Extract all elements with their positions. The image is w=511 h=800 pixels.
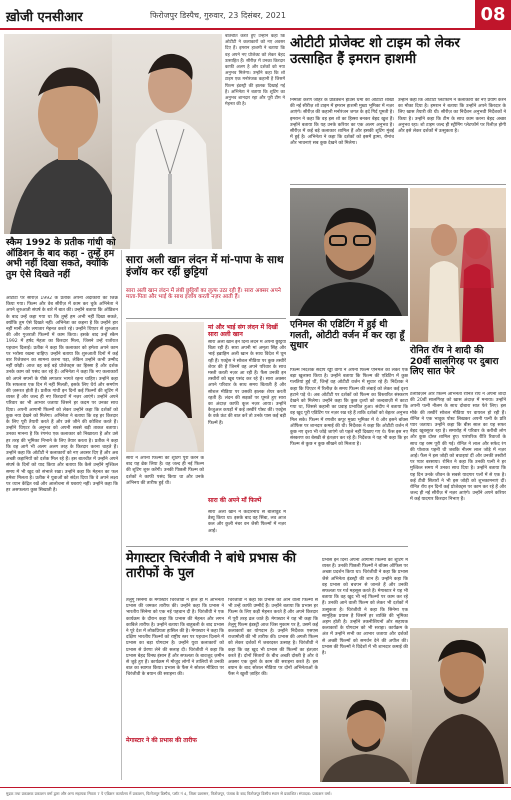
ronit-roy-wedding-photo [410, 188, 506, 342]
ronit-body: टेलीविज़न और फिल्म अभिनेता रोनित रॉय ने अपनी शादी की 20वीं सालगिरह को खास अंदाज़ में मनाया। उन्होंने अपनी पत्नी नीलम के साथ दोबारा सात फेरे लिए। इस मौके की तस्वीरें सोशल मीडिया पर वायरल हो रही हैं। रोनित ने एक भावुक पोस्ट लिखकर अपनी पत्नी के प्रति प्यार जताया। उन्होंने कहा कि बीस साल का यह सफर बेहद खूबसूरत रहा है। समारोह में परिवार के करीबी लोग और कुछ दोस्त शामिल हुए। पारंपरिक रीति रिवाजों के साथ यह रस्म पूरी की गई। रोनित ने लाल और सफेद रंग की पोशाक पहनी थी जबकि नीलम लाल जोड़े में नज़र आईं। फैंस ने इस जोड़ी को बधाइयां दीं और उनकी तस्वीरों पर प्यार बरसाया। रोनित ने कहा कि उनकी पत्नी ने हर मुश्किल समय में उनका साथ दिया है। उन्होंने बताया कि यह दिन उनके जीवन के सबसे यादगार पलों में से एक है। कई टीवी सितारों ने भी इस जोड़ी को शुभकामनाएं दीं। रोनित रॉय इन दिनों कई प्रोजेक्ट्स पर काम कर रहे हैं और जल्द ही नई सीरीज़ में नज़र आएंगे। उन्होंने अपने करियर में कई यादगार किरदार निभाए हैं। [410, 392, 506, 503]
ott-body-2: उन्होंने कहा कि ओटीटी प्लेटफॉर्म ने कलाकारों को नए प्रयोग करने का मौका दिया है। इमरान ने बताया कि उन्होंने अपने किरदार के लिए खास तैयारी की थी। सीरीज़ का निर्देशन अनुभवी निर्देशकों ने किया है। उन्होंने कहा कि टीम के साथ काम करना बेहद अच्छा अनुभव रहा। शो टाइम जल्द ही स्ट्रीमिंग प्लेटफॉर्म पर रिलीज़ होगी और इसे लेकर दर्शकों में उत्सुकता है। [398, 98, 506, 135]
chiranjeevi-prabhas-photo [410, 628, 508, 784]
section-divider [290, 184, 506, 185]
ott-headline: ओटीटी प्रोजेक्ट शो टाइम को लेकर उत्साहित हैं इमरान हाशमी [290, 35, 460, 67]
sara-subhead: मां और भाई संग लंदन में दिखीं सारा अली खान [208, 324, 278, 339]
sara-subhead-2: सारा की अपने माँ फिल्में [208, 497, 262, 504]
column-divider [121, 250, 122, 780]
pratik-gandhi-photo [4, 34, 122, 234]
animal-headline: एनिमल की एडिटिंग में हुई थी गलती, ओटीटी वर्जन में कर रहा हूँ सुधार [290, 319, 405, 352]
ronit-photo-illustration [410, 188, 506, 342]
sara-photo-illustration [126, 322, 204, 452]
chiranjeevi-headline: मेगास्टार चिरंजीवी ने बांधे प्रभास की तारीफों के पुल [126, 551, 296, 581]
page-number: 08 [475, 0, 511, 30]
sara-body-2: सारा ने अपनी फिल्मों की शूटिंग पूरी करने के बाद यह ब्रेक लिया है। वह जल्द ही नई फिल्म की शूटिंग शुरू करेंगी। उनकी पिछली फिल्म को दर्शकों ने काफी पसंद किया था और उनके अभिनय की तारीफ हुई थी। [126, 456, 204, 486]
prabhas-photo-illustration [320, 690, 412, 782]
page-header [0, 0, 511, 30]
page-footer-imprint: मुद्रक तथा प्रकाशक प्रकाशन वर्मा द्वारा और अन्य सहायक मित्रता 7 पे एडिशन कार्यालय में प्रकाशन, फिरोजपुर डिस्पैच, प्लॉट नं 4, जिला प्रशासन, फिरोजपुर, पंजाब के बाद फिरोजपुर डिस्पैच स्थान से प्रकाशित। संपादक: प्रकाशन वर्मा। [0, 787, 511, 800]
ott-body-1: निर्माता करण जौहर के प्रोडक्शन हाउस धर्मा की ओटीटी शाखा की नई सीरीज़ शो टाइम में इमरान हाशमी मुख्य भूमिका में नज़र आएंगे। सीरीज़ की कहानी मनोरंजन जगत के इर्द गिर्द घूमती है। इमरान ने कहा कि वह इस शो का हिस्सा बनकर बेहद खुश हैं। उन्होंने बताया कि यह उनके करियर का एक अलग अनुभव है। सीरीज़ में कई बड़े कलाकार शामिल हैं और इसकी शूटिंग मुंबई में हुई है। अभिनेता ने कहा कि दर्शकों को इसमें ड्रामा, रोमांच और भावनाएं सब कुछ देखने को मिलेगा। [290, 98, 394, 147]
chiranjeevi-subhead: मेगास्टार ने की प्रभास की तारीफ [126, 738, 224, 745]
sandeep-vanga-photo [290, 188, 408, 316]
sara-headline: सारा अली खान लंदन में मां-पापा के साथ इंजॉय कर रहीं छुट्टियां [126, 254, 284, 279]
emraan-intro-body: बातचीत करते हुए उन्होंने कहा कि ओटीटी ने कलाकारों को नए अवसर दिए हैं। इमरान हाशमी ने बताया कि वह अपने नए प्रोजेक्ट को लेकर बेहद उत्साहित हैं। सीरीज़ में उनका किरदार काफी अलग है और दर्शकों को नया अनुभव मिलेगा। उन्होंने कहा कि शो टाइम एक मनोरंजक कहानी है जिसमें फिल्म इंडस्ट्री की झलक दिखाई गई है। अभिनेता ने बताया कि शूटिंग का अनुभव शानदार रहा और पूरी टीम ने मेहनत की है। [225, 34, 285, 108]
sara-ali-khan-photo [126, 322, 204, 452]
chiranjeevi-body-1: तेलुगु सिनेमा के मेगास्टार चिरंजीवी ने हाल ही में अभिनेता प्रभास की जमकर तारीफ की। उन्होंने कहा कि प्रभास ने भारतीय सिनेमा को एक नई पहचान दी है। चिरंजीवी ने एक कार्यक्रम के दौरान कहा कि प्रभास की मेहनत और लगन काबिले तारीफ है। उन्होंने बताया कि बाहुबली के बाद प्रभास ने पूरे देश में लोकप्रियता हासिल की है। मेगास्टार ने कहा कि दक्षिण भारतीय फिल्मों को राष्ट्रीय स्तर पर पहचान दिलाने में प्रभास का बड़ा योगदान है। उन्होंने युवा कलाकारों को प्रभास से प्रेरणा लेने की सलाह दी। चिरंजीवी ने कहा कि प्रभास बेहद विनम्र इंसान हैं और सफलता के बावजूद ज़मीन से जुड़े हुए हैं। कार्यक्रम में मौजूद लोगों ने तालियों से उनकी बात का स्वागत किया। प्रभास के फैंस ने सोशल मीडिया पर चिरंजीवी के बयान की सराहना की। [126, 598, 224, 678]
pratik-headline: स्कैम 1992 के प्रतीक गांधी को ऑडिशन के बाद कहा - तुम्हें हम अभी नहीं दिखा सकते, क्योंकि तुम ऐसे दिखते नहीं [6, 237, 116, 280]
pratik-photo-illustration [4, 34, 122, 234]
section-title: ख़ोजी एनसीआर [6, 10, 83, 25]
sara-body-1: सारा अली खान इन दिनों लंदन में अपनी छुट्टियां बिता रही हैं। सारा अपनी मां अमृता सिंह और भाई इब्राहिम अली खान के साथ विदेश में घूम रही हैं। एक्ट्रेस ने सोशल मीडिया पर कुछ तस्वीरें शेयर की हैं जिनमें वह अपने परिवार के साथ मस्ती करती नज़र आ रही हैं। फैंस उनकी इन तस्वीरों को खूब पसंद कर रहे हैं। सारा अक्सर अपने परिवार के साथ समय बिताती हैं और सोशल मीडिया पर उसकी झलक शेयर करती रहती हैं। लंदन की सड़कों पर घूमते हुए सारा का अंदाज़ काफी कूल नज़र आया। उन्होंने कैजुअल कपड़ों में कई तस्वीरें पोस्ट कीं। एक्ट्रेस के वर्क फ्रंट की बात करें तो उनके पास कई बड़ी फिल्में हैं। [208, 340, 286, 426]
ronit-headline: रोनित रॉय ने शादी की 20वीं सालगिरह पर दुबारा लिए सात फेरे [410, 345, 499, 378]
chiranjeevi-body-3: प्रभास इन दिनों अपनी आगामी फिल्मों की शूटिंग में व्यस्त हैं। उनकी पिछली फिल्मों ने बॉक्स ऑफिस पर अच्छा प्रदर्शन किया था। चिरंजीवी ने कहा कि प्रभास जैसे अभिनेता इंडस्ट्री की शान हैं। उन्होंने कहा कि वह प्रभास को बचपन से जानते हैं और उनकी सफलता पर गर्व महसूस करते हैं। मेगास्टार ने यह भी बताया कि वह खुद भी नई फिल्मों पर काम कर रहे हैं। उनकी आने वाली फिल्म को लेकर भी दर्शकों में उत्सुकता है। चिरंजीवी ने कहा कि सिनेमा एक सामूहिक प्रयास है जिसमें हर व्यक्ति की भूमिका अहम होती है। उन्होंने तकनीशियनों और सहायक कलाकारों के योगदान को भी सराहा। कार्यक्रम के अंत में उन्होंने सभी का आभार जताया और दर्शकों से अच्छी फिल्मों को समर्थन देने की अपील की। प्रभास की फिल्मों ने विदेशों में भी शानदार कमाई की है। [322, 558, 408, 657]
bottom-section-divider [126, 546, 408, 547]
chiranjeevi-photo-illustration [410, 628, 508, 784]
emraan-photo-illustration [112, 34, 222, 249]
sara-body-3: सारा अली खान ने केदारनाथ से बॉलीवुड में डेब्यू किया था। इसके बाद वह सिंबा, लव आज कल और कुली नंबर वन जैसी फिल्मों में नज़र आईं। [208, 510, 286, 534]
sara-deck-rule [126, 318, 286, 319]
sandeep-photo-illustration [290, 188, 408, 316]
sara-deck: सारा अली खान लंदन में लंबी छुट्टियों का लुत्फ उठा रही हैं। सारा अक्सर अपने माता-पिता और भाई के साथ इंजॉय करती नज़र आती हैं। [126, 288, 281, 301]
animal-body: फिल्म निर्देशक संदीप रेड्डी वांगा ने अपनी फिल्म एनिमल को लेकर एक बड़ा खुलासा किया है। उन्होंने बताया कि फिल्म की एडिटिंग में कुछ गलतियां हुई थीं, जिन्हें वह ओटीटी वर्जन में सुधार रहे हैं। निर्देशक ने कहा कि थिएटर में रिलीज़ के समय फिल्म की लंबाई को लेकर कई दृश्य हटाने पड़े थे। अब ओटीटी पर दर्शकों को फिल्म का विस्तारित संस्करण देखने को मिलेगा। उन्होंने कहा कि कुछ दृश्यों को जल्दबाज़ी में काटा गया था, जिससे कहानी का प्रवाह प्रभावित हुआ। संदीप ने बताया कि वह खुद पूरी एडिटिंग पर नज़र रख रहे हैं ताकि दर्शकों को बेहतर अनुभव मिल सके। फिल्म में रणबीर कपूर मुख्य भूमिका में थे और इसने बॉक्स ऑफिस पर शानदार कमाई की थी। निर्देशक ने कहा कि ओटीटी वर्जन में कुछ नए दृश्य भी जोड़े जाएंगे जो पहले नहीं दिखाए गए थे। फैंस इस नए संस्करण का बेसब्री से इंतज़ार कर रहे हैं। निर्देशक ने यह भी कहा कि हर फिल्म से कुछ न कुछ सीखने को मिलता है। [290, 368, 408, 448]
chiranjeevi-body-2: चिरंजीवी ने कहा कि प्रभास की आने वाली फिल्मों से भी उन्हें काफी उम्मीदें हैं। उन्होंने बताया कि प्रभास हर फिल्म के लिए कड़ी मेहनत करते हैं और अपने किरदार में पूरी तरह ढल जाते हैं। मेगास्टार ने यह भी कहा कि तेलुगु फिल्म इंडस्ट्री आज जिस मुकाम पर है, उसमें कई कलाकारों का योगदान है। उन्होंने निर्देशक एसएस राजामौली की भी तारीफ की। प्रभास की अगली फिल्म को लेकर दर्शकों में जबरदस्त उत्साह है। चिरंजीवी ने कहा कि वह खुद भी प्रभास की फिल्मों का इंतज़ार करते हैं। दोनों सितारों के बीच अच्छी दोस्ती है और वे अक्सर एक दूसरे के काम की सराहना करते हैं। इस बयान के बाद सोशल मीडिया पर दोनों अभिनेताओं के फैंस ने खुशी ज़ाहिर की। [228, 598, 318, 678]
pratik-body: ओटीटी पर सीरीज़ 1992 के प्रतीक अपनी अदाकारी का जिक्र किया गया। फिल्म और वेब सीरीज़ में काम कर चुके अभिनेता ने अपने शुरुआती संघर्ष के बारे में बात की। उन्होंने बताया कि ऑडिशन के बाद उन्हें कहा गया था कि तुम्हें हम अभी नहीं दिखा सकते, क्योंकि तुम ऐसे दिखते नहीं। अभिनेता का कहना है कि उन्होंने हार नहीं मानी और लगातार मेहनत करते रहे। उन्होंने थिएटर से शुरुआत की और गुजराती फिल्मों में काम किया। इसके बाद उन्हें स्कैम 1992 में हर्षद मेहता का किरदार मिला, जिसने उन्हें रातोंरात पहचान दिलाई। प्रतीक ने कहा कि कलाकार को हमेशा अपने काम पर भरोसा रखना चाहिए। उन्होंने बताया कि शुरुआती दिनों में कई बार रिजेक्शन का सामना करना पड़ा, लेकिन उन्होंने कभी उम्मीद नहीं छोड़ी। आज वह कई बड़े प्रोजेक्ट्स का हिस्सा हैं और दर्शक उनके काम को पसंद कर रहे हैं। अभिनेता ने कहा कि नए कलाकारों को अपने सपनों के पीछे लगातार भागते रहना चाहिए। उन्होंने कहा कि सफलता एक दिन में नहीं मिलती, इसके लिए धैर्य और समर्पण की ज़रूरत होती है। प्रतीक गांधी इन दिनों कई फिल्मों की शूटिंग में व्यस्त हैं और जल्द ही नए किरदारों में नज़र आएंगे। उन्होंने अपने परिवार का भी आभार जताया जिसने हर कदम पर उनका साथ दिया। अपनी आगामी फिल्मों को लेकर उन्होंने कहा कि दर्शकों को कुछ नया देखने को मिलेगा। अभिनेता ने बताया कि वह हर किरदार के लिए पूरी तैयारी करते हैं और उसे जीने की कोशिश करते हैं। उन्होंने थिएटर के अनुभव को अपनी सबसे बड़ी ताकत बताया। उनका मानना है कि रंगमंच एक कलाकार को निखारता है और उसे हर तरह की भूमिका निभाने के लिए तैयार करता है। प्रतीक ने कहा कि वह आगे भी अलग अलग तरह के किरदार करना चाहते हैं। उन्होंने कहा कि ओटीटी ने कलाकारों को नए अवसर दिए हैं और अब अच्छी कहानियों को दर्शक मिल रहे हैं। इस बातचीत में उन्होंने अपने संघर्ष के दिनों को याद किया और बताया कि कैसे उन्होंने मुश्किल समय में भी खुद को संभाले रखा। उन्होंने कहा कि मेहनत का फल हमेशा मिलता है। प्रतीक ने युवाओं को संदेश दिया कि वे अपने लक्ष्य पर ध्यान केंद्रित रखें और आलोचना से घबराएं नहीं। उन्होंने कहा कि हर असफलता कुछ सिखाती है। [6, 296, 118, 494]
emraan-hashmi-photo-1 [112, 34, 222, 249]
dateline: फिरोजपुर डिस्पैच, गुरुवार, 23 दिसंबर, 2021 [150, 11, 286, 20]
prabhas-inset-photo [320, 690, 412, 782]
